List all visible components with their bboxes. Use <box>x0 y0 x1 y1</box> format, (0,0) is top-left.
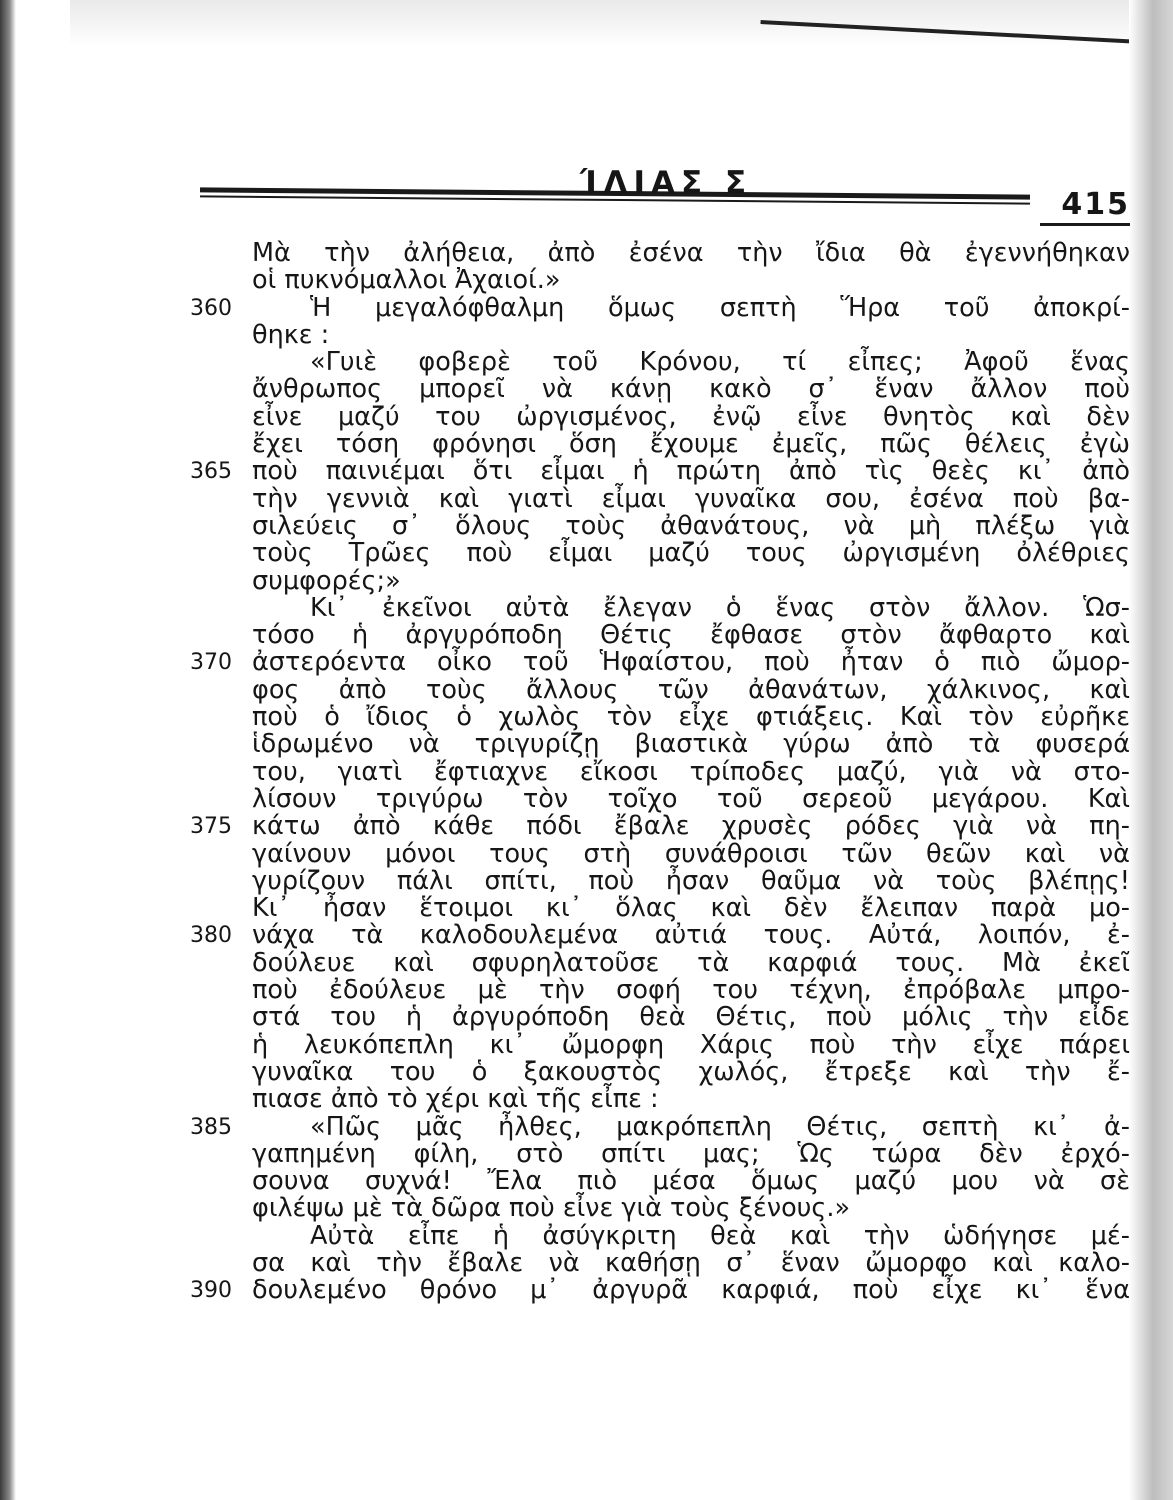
text-line <box>190 431 1130 458</box>
verse-line-number: 385 <box>190 1114 232 1140</box>
line-text: στά του ἡ ἀργυρόποδη θεὰ Θέτις, ποὺ μόλις τὴν εἶδε <box>252 1002 1130 1033</box>
line-text: γυρίζουν πάλι σπίτι, ποὺ ἦσαν θαῦμα νὰ τοὺς βλέπῃς! <box>252 865 1130 896</box>
line-text: λίσουν τριγύρω τὸν τοῖχο τοῦ σερεοῦ μεγάρου. Καὶ <box>252 783 1130 814</box>
line-text: Αὐτὰ εἶπε ἡ ἀσύγκριτη θεὰ καὶ τὴν ὡδήγησε μέ- <box>310 1220 1130 1251</box>
text-line <box>190 510 1130 541</box>
verse-line-number: 390 <box>190 1278 232 1304</box>
line-text: του, γιατὶ ἔφτιαχνε εἴκοσι τρίποδες μαζύ, γιὰ νὰ στο- <box>252 756 1130 787</box>
text-line <box>190 565 1130 596</box>
verse-line-number: 370 <box>190 650 232 676</box>
text-line <box>190 376 1130 403</box>
text-line <box>190 947 1130 978</box>
verse-line-number: 380 <box>190 923 232 949</box>
text-line <box>190 1220 1130 1251</box>
text-line <box>190 540 1130 567</box>
verse-body <box>190 240 1130 1305</box>
verse-line-number: 360 <box>190 295 232 321</box>
line-text: σουνα συχνά! Ἔλα πιὸ μέσα ὅμως μαζύ μου νὰ σὲ <box>252 1166 1130 1197</box>
line-text: ἀστερόεντα οἶκο τοῦ Ἡφαίστου, ποὺ ἦταν ὁ πιὸ ὤμορ- <box>252 647 1130 678</box>
text-line <box>190 1277 1130 1304</box>
text-line <box>190 895 1130 922</box>
text-line <box>190 1086 1130 1113</box>
line-text: οἱ πυκνόμαλλοι Ἀχαιοί.» <box>252 265 561 296</box>
line-text: ποὺ παινιέμαι ὅτι εἶμαι ἡ πρώτη ἀπὸ τὶς θεὲς κι᾽ ἀπὸ <box>252 456 1130 487</box>
text-line <box>190 349 1130 376</box>
line-text: τοὺς Τρῶες ποὺ εἶμαι μαζύ τους ὠργισμένη ὀλέθριες <box>252 538 1130 569</box>
line-text: τόσο ἡ ἀργυρόποδη Θέτις ἔφθασε στὸν ἄφθαρτο καὶ <box>252 620 1130 651</box>
text-line <box>190 240 1130 267</box>
line-text: εἶνε μαζύ του ὠργισμένος, ἐνῷ εἶνε θνητὸς καὶ δὲν <box>252 401 1130 432</box>
page-header <box>200 163 1130 223</box>
text-line <box>190 622 1130 649</box>
line-text: φιλέψω μὲ τὰ δῶρα ποὺ εἶνε γιὰ τοὺς ξένους.» <box>252 1193 851 1224</box>
text-line <box>190 1111 1130 1142</box>
line-text: φος ἀπὸ τοὺς ἄλλους τῶν ἀθανάτων, χάλκινος, καὶ <box>252 674 1130 705</box>
line-text: Κι᾽ ἐκεῖνοι αὐτὰ ἔλεγαν ὁ ἕνας στὸν ἄλλον. Ὡσ- <box>310 592 1130 623</box>
line-text: γαπημένη φίλη, στὸ σπίτι μας; Ὡς τώρα δὲν ἐρχό- <box>252 1138 1130 1169</box>
text-line <box>190 922 1130 949</box>
line-text: ποὺ ἐδούλευε μὲ τὴν σοφή του τέχνη, ἐπρόβαλε μπρο- <box>252 975 1130 1006</box>
text-line <box>190 649 1130 676</box>
text-line <box>190 1029 1130 1060</box>
text-line <box>190 1195 1130 1222</box>
line-text: Μὰ τὴν ἀλήθεια, ἀπὸ ἐσένα τὴν ἴδια θὰ ἐγεννήθηκαν <box>252 238 1130 268</box>
line-text: γαίνουν μόνοι τους στὴ συνάθροισι τῶν θεῶν καὶ νὰ <box>252 838 1130 869</box>
page-shadow-left <box>0 0 16 1500</box>
text-line <box>190 704 1130 731</box>
line-text: σιλεύεις σ᾽ ὅλους τοὺς ἀθανάτους, νὰ μὴ πλέξω γιὰ <box>252 510 1130 541</box>
text-line <box>190 783 1130 814</box>
line-text: ἔχει τόση φρόνησι ὅση ἔχουμε ἐμεῖς, πῶς θέλεις ἐγὼ <box>252 429 1130 460</box>
line-text: νάχα τὰ καλοδουλεμένα αὐτιά τους. Αὐτά, λοιπόν, ἐ- <box>252 920 1130 951</box>
page-title: ΊΛΙΑΣ Σ <box>580 165 753 201</box>
text-line <box>190 813 1130 840</box>
page-shadow-right <box>1129 0 1173 1500</box>
text-line <box>190 977 1130 1004</box>
line-text: ποὺ ὁ ἴδιος ὁ χωλὸς τὸν εἶχε φτιάξεις. Καὶ τὸν εὐρῆκε <box>252 702 1130 733</box>
line-text: τὴν γεννιὰ καὶ γιατὶ εἶμαι γυναῖκα σου, ἐσένα ποὺ βα- <box>252 483 1130 514</box>
line-text: Κι᾽ ἦσαν ἕτοιμοι κι᾽ ὅλας καὶ δὲν ἔλειπαν παρὰ μο- <box>252 893 1130 924</box>
text-line <box>190 1138 1130 1169</box>
line-text: συμφορές;» <box>252 565 401 596</box>
text-line <box>190 292 1130 323</box>
text-line <box>190 674 1130 705</box>
line-text: δουλεμένο θρόνο μ᾽ ἀργυρᾶ καρφιά, ποὺ εἶχε κι᾽ ἕνα <box>252 1275 1130 1306</box>
text-line <box>190 756 1130 787</box>
text-line <box>190 458 1130 485</box>
line-text: ἡ λευκόπεπλη κι᾽ ὤμορφη Χάρις ποὺ τὴν εἶχε πάρει <box>252 1029 1130 1060</box>
line-text: σα καὶ τὴν ἔβαλε νὰ καθήσῃ σ᾽ ἕναν ὤμορφο καὶ καλο- <box>252 1247 1130 1278</box>
verse-line-number: 375 <box>190 814 232 840</box>
text-line <box>190 1168 1130 1195</box>
line-text: Ἡ μεγαλόφθαλμη ὅμως σεπτὴ Ἥρα τοῦ ἀποκρί- <box>310 292 1130 323</box>
text-line <box>190 319 1130 350</box>
text-line <box>190 1004 1130 1031</box>
line-text: ἱδρωμένο νὰ τριγυρίζῃ βιαστικὰ γύρω ἀπὸ τὰ φυσερά <box>252 729 1130 760</box>
text-line <box>190 592 1130 623</box>
line-text: «Πῶς μᾶς ἦλθες, μακρόπεπλη Θέτις, σεπτὴ κι᾽ ἀ- <box>310 1111 1130 1142</box>
text-line <box>190 267 1130 294</box>
line-text: δούλευε καὶ σφυρηλατοῦσε τὰ καρφιά τους. Μὰ ἐκεῖ <box>252 947 1130 978</box>
line-text: θηκε : <box>252 319 330 350</box>
text-line <box>190 1056 1130 1087</box>
line-text: «Γυιὲ φοβερὲ τοῦ Κρόνου, τί εἶπες; Ἀφοῦ ἕνας <box>310 347 1130 378</box>
line-text: ἄνθρωπος μπορεῖ νὰ κάνῃ κακὸ σ᾽ ἕναν ἄλλον ποὺ <box>252 374 1130 405</box>
text-line <box>190 731 1130 758</box>
page-number-rule <box>1040 223 1130 226</box>
line-text: γυναῖκα του ὁ ξακουστὸς χωλός, ἔτρεξε καὶ τὴν ἔ- <box>252 1056 1130 1087</box>
verse-line-number: 365 <box>190 459 232 485</box>
text-line <box>190 401 1130 432</box>
text-line <box>190 1247 1130 1278</box>
text-line <box>190 838 1130 869</box>
text-line <box>190 865 1130 896</box>
text-line <box>190 483 1130 514</box>
line-text: πιασε ἀπὸ τὸ χέρι καὶ τῆς εἶπε : <box>252 1084 659 1115</box>
line-text: κάτω ἀπὸ κάθε πόδι ἔβαλε χρυσὲς ρόδες γιὰ νὰ πη- <box>252 811 1130 842</box>
page-number: 415 <box>1061 187 1130 222</box>
